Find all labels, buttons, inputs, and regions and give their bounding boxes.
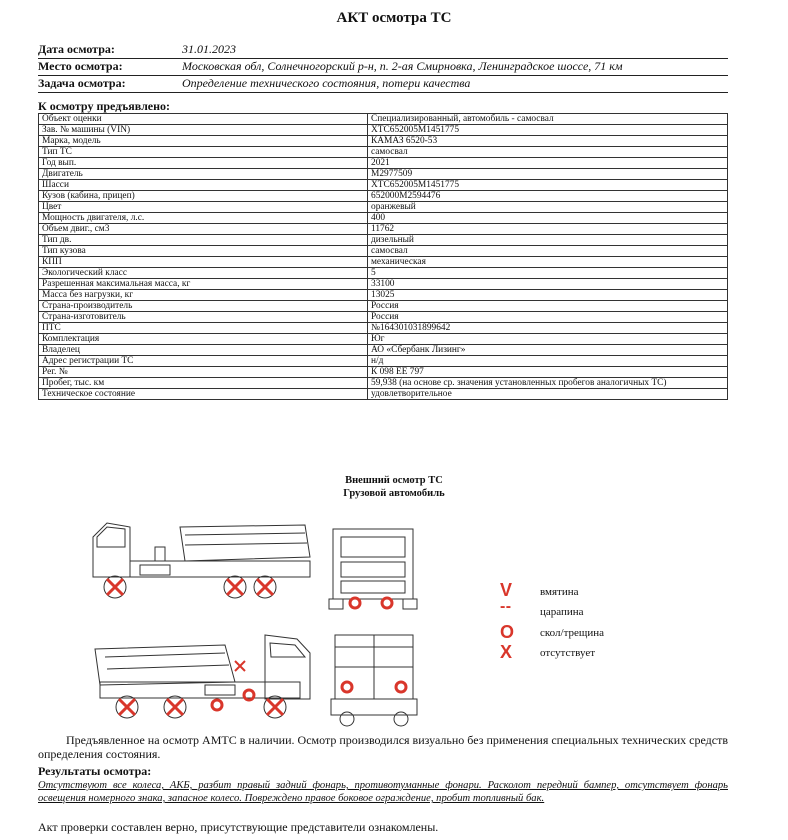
spec-key: Объем двиг., см3 <box>39 224 368 235</box>
spec-key: Комплектация <box>39 334 368 345</box>
spec-key: Тип дв. <box>39 235 368 246</box>
spec-key: КПП <box>39 257 368 268</box>
inspection-date-value: 31.01.2023 <box>182 42 236 56</box>
spec-key: Пробег, тыс. км <box>39 378 368 389</box>
spec-key: Адрес регистрации ТС <box>39 356 368 367</box>
spec-key: Владелец <box>39 345 368 356</box>
table-row <box>39 356 728 367</box>
spec-key: ПТС <box>39 323 368 334</box>
table-row <box>39 136 728 147</box>
presented-heading: К осмотру предъявлено: <box>38 99 171 113</box>
spec-value: оранжевый <box>368 202 728 213</box>
table-row <box>39 213 728 224</box>
results-text: Отсутствуют все колеса, АКБ, разбит правый задний фонарь, противотуманные фонари. Расколот передний бампер, отсутствует фонарь освещения номерного знака, запасное колесо. Повреждено правое боковое ограждение, пробит топливный бак. <box>38 780 728 804</box>
spec-value: 400 <box>368 213 728 224</box>
legend-chip-label: скол/трещина <box>540 627 605 639</box>
spec-value: Специализированный, автомобиль - самосвал <box>368 114 728 125</box>
vehicle-spec-table <box>38 113 728 400</box>
table-row <box>39 389 728 400</box>
legend-scratch-symbol: - - <box>500 598 510 615</box>
spec-key: Рег. № <box>39 367 368 378</box>
inspection-place-label: Место осмотра: <box>38 59 123 73</box>
damage-chip-mark <box>212 700 222 710</box>
table-row <box>39 158 728 169</box>
spec-value: 652000M2594476 <box>368 191 728 202</box>
truck-side-view-left <box>93 523 310 598</box>
table-row <box>39 147 728 158</box>
table-row <box>39 268 728 279</box>
table-row <box>39 191 728 202</box>
damage-chip-mark <box>350 598 360 608</box>
intro-paragraph: Предъявленное на осмотр АМТС в наличии. Осмотр производился визуально без применения специальных технических средств определения состояния. <box>38 733 728 761</box>
spec-value: удовлетворительное <box>368 389 728 400</box>
legend-dent-label: вмятина <box>540 586 579 598</box>
legend-scratch-label: царапина <box>540 606 584 618</box>
spec-value: КАМАЗ 6520-53 <box>368 136 728 147</box>
damage-missing-mark <box>235 661 245 671</box>
document-title: АКТ осмотра ТС <box>336 10 452 26</box>
damage-missing-mark <box>167 699 183 715</box>
spec-value: Юг <box>368 334 728 345</box>
table-row <box>39 301 728 312</box>
spec-key: Год вып. <box>39 158 368 169</box>
external-inspection-title: Внешний осмотр ТС <box>345 475 443 486</box>
damage-chip-mark <box>342 682 352 692</box>
table-row <box>39 312 728 323</box>
damage-chip-mark <box>244 690 254 700</box>
spec-key: Тип ТС <box>39 147 368 158</box>
table-row <box>39 257 728 268</box>
spec-value: 59,938 (на основе ср. значения установленных пробегов аналогичных ТС) <box>368 378 728 389</box>
table-row <box>39 345 728 356</box>
spec-value: №164301031899642 <box>368 323 728 334</box>
spec-value: Россия <box>368 301 728 312</box>
spec-value: 13025 <box>368 290 728 301</box>
damage-chip-mark <box>382 598 392 608</box>
spec-key: Масса без нагрузки, кг <box>39 290 368 301</box>
spec-value: 2021 <box>368 158 728 169</box>
spec-key: Кузов (кабина, прицеп) <box>39 191 368 202</box>
table-row <box>39 125 728 136</box>
inspection-date-label: Дата осмотра: <box>38 42 115 56</box>
spec-key: Экологический класс <box>39 268 368 279</box>
spec-key: Марка, модель <box>39 136 368 147</box>
spec-value: 5 <box>368 268 728 279</box>
spec-value: самосвал <box>368 147 728 158</box>
spec-key: Разрешенная максимальная масса, кг <box>39 279 368 290</box>
legend-missing-symbol: X <box>500 642 513 662</box>
table-row <box>39 235 728 246</box>
inspection-task-row <box>38 76 728 93</box>
inspection-place-value: Московская обл, Солнечногорский р-н, п. 2-ая Смирновка, Ленинградское шоссе, 71 км <box>182 59 623 73</box>
spec-value: 11762 <box>368 224 728 235</box>
spec-key: Объект оценки <box>39 114 368 125</box>
spec-key: Страна-производитель <box>39 301 368 312</box>
table-row <box>39 279 728 290</box>
spec-value: XTC652005M1451775 <box>368 125 728 136</box>
table-row <box>39 378 728 389</box>
table-row <box>39 323 728 334</box>
spec-key: Зав. № машины (VIN) <box>39 125 368 136</box>
table-row <box>39 367 728 378</box>
spec-key: Мощность двигателя, л.с. <box>39 213 368 224</box>
truck-front-view <box>329 529 417 609</box>
table-row <box>39 224 728 235</box>
table-row <box>39 334 728 345</box>
table-row <box>39 290 728 301</box>
legend-missing-label: отсутствует <box>540 647 596 659</box>
table-row <box>39 169 728 180</box>
spec-key: Двигатель <box>39 169 368 180</box>
damage-missing-mark <box>107 579 123 595</box>
spec-value: К 098 ЕЕ 797 <box>368 367 728 378</box>
spec-value: дизельный <box>368 235 728 246</box>
spec-value: самосвал <box>368 246 728 257</box>
spec-value: механическая <box>368 257 728 268</box>
table-row <box>39 202 728 213</box>
spec-value: 33100 <box>368 279 728 290</box>
damage-missing-mark <box>257 579 273 595</box>
spec-value: н/д <box>368 356 728 367</box>
spec-key: Тип кузова <box>39 246 368 257</box>
inspection-place-row <box>38 59 728 76</box>
table-row <box>39 180 728 191</box>
spec-value: XTC652005M1451775 <box>368 180 728 191</box>
spec-key: Техническое состояние <box>39 389 368 400</box>
damage-chip-mark <box>396 682 406 692</box>
legend-chip-symbol: O <box>500 622 515 642</box>
external-inspection-heading <box>0 474 788 500</box>
spec-key: Страна-изготовитель <box>39 312 368 323</box>
spec-key: Цвет <box>39 202 368 213</box>
damage-missing-mark <box>227 579 243 595</box>
spec-key: Шасси <box>39 180 368 191</box>
truck-rear-view <box>331 635 417 726</box>
external-inspection-subtitle: Грузовой автомобиль <box>343 488 445 499</box>
damage-missing-mark <box>267 699 283 715</box>
inspection-task-label: Задача осмотра: <box>38 76 126 90</box>
legend-dent-symbol: V <box>500 580 513 600</box>
table-row <box>39 246 728 257</box>
spec-value: M2977509 <box>368 169 728 180</box>
truck-damage-diagram <box>85 517 425 735</box>
spec-value: АО «Сбербанк Лизинг» <box>368 345 728 356</box>
inspection-date-row <box>38 42 728 59</box>
results-heading: Результаты осмотра: <box>38 764 152 778</box>
table-row <box>39 114 728 125</box>
closing-statement: Акт проверки составлен верно, присутствующие представители ознакомлены. <box>38 820 439 834</box>
damage-missing-mark <box>119 699 135 715</box>
inspection-task-value: Определение технического состояния, потери качества <box>182 76 471 90</box>
spec-value: Россия <box>368 312 728 323</box>
